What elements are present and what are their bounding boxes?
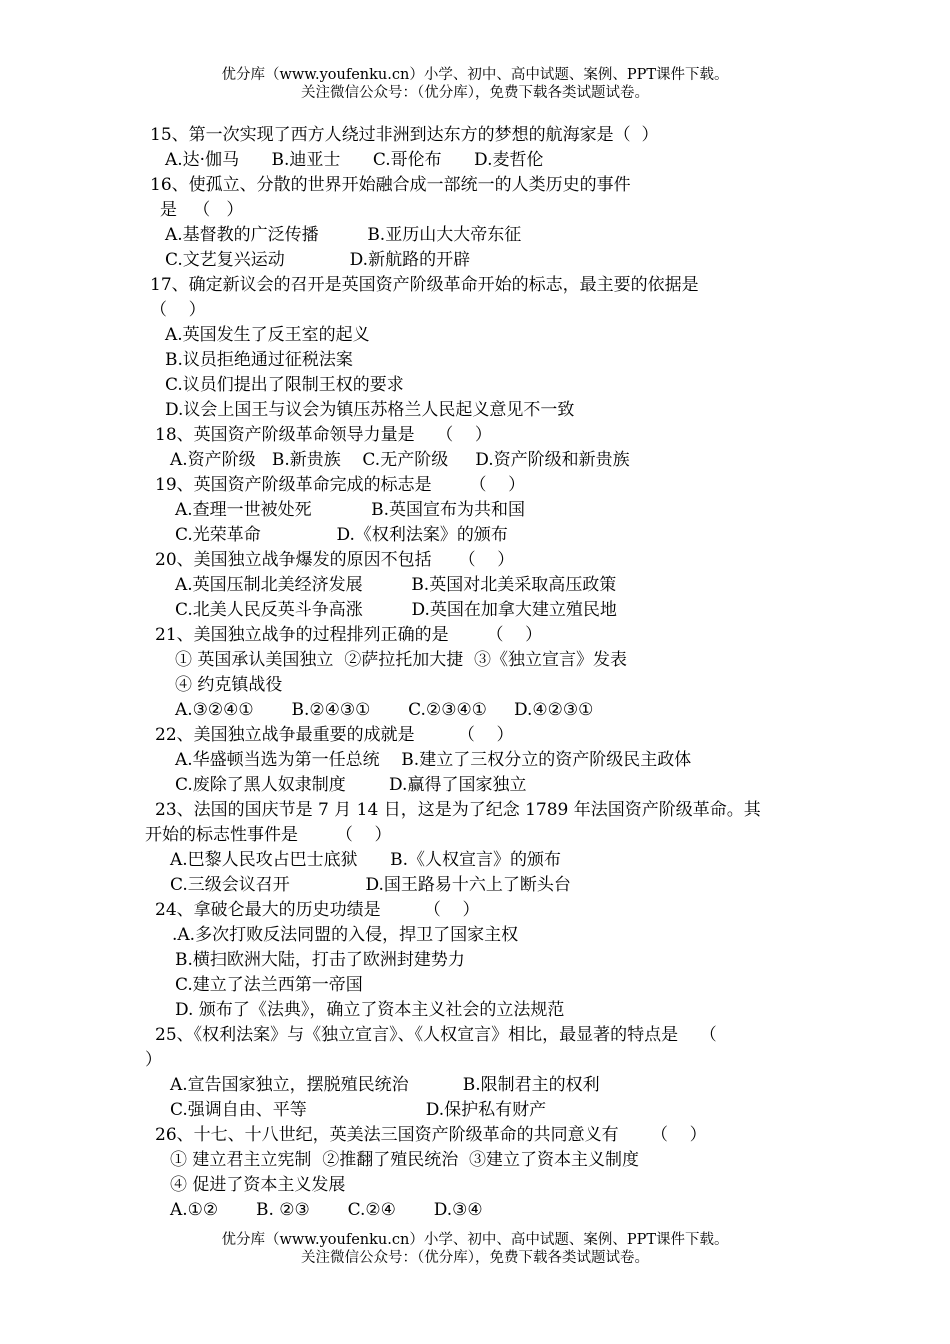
question-26-items: ① 建立君主立宪制 ②推翻了殖民统治 ③建立了资本主义制度 <box>170 1150 640 1170</box>
question-23-options: A.巴黎人民攻占巴士底狱 B.《人权宣言》的颁布 <box>170 850 561 870</box>
question-17-option-c: C.议员们提出了限制王权的要求 <box>165 375 404 395</box>
question-15-stem: 15、第一次实现了西方人绕过非洲到达东方的梦想的航海家是（ ） <box>150 125 659 145</box>
question-21-items: ④ 约克镇战役 <box>175 675 283 695</box>
question-19-options: A.查理一世被处死 B.英国宣布为共和国 <box>175 500 526 520</box>
question-17-option-b: B.议员拒绝通过征税法案 <box>165 350 353 370</box>
question-16-stem-cont: 是 （ ） <box>160 200 244 220</box>
question-25-stem: 25、《权利法案》与《独立宣言》、《人权宣言》相比，最显著的特点是 （ <box>155 1025 717 1045</box>
question-21-options: A.③②④① B.②④③① C.②③④① D.④②③① <box>175 700 594 720</box>
question-15-options: A.达·伽马 B.迪亚士 C.哥伦布 D.麦哲伦 <box>165 150 544 170</box>
question-24-option-d: D. 颁布了《法典》，确立了资本主义社会的立法规范 <box>175 1000 565 1020</box>
question-23-options: C.三级会议召开 D.国王路易十六上了断头台 <box>170 875 571 895</box>
question-25-options: C.强调自由、平等 D.保护私有财产 <box>170 1100 547 1120</box>
footer-line-2: 关注微信公众号：（优分库），免费下载各类试题试卷。 <box>301 1250 649 1266</box>
question-24-option-b: B.横扫欧洲大陆，打击了欧洲封建势力 <box>175 950 465 970</box>
question-24-option-a: .A.多次打败反法同盟的入侵，捍卫了国家主权 <box>172 925 519 945</box>
question-17-option-a: A.英国发生了反王室的起义 <box>165 325 370 345</box>
question-22-options: C.废除了黑人奴隶制度 D.赢得了国家独立 <box>175 775 527 795</box>
question-17-stem: 17、确定新议会的召开是英国资产阶级革命开始的标志，最主要的依据是 <box>150 275 699 295</box>
footer-line-1: 优分库（www.youfenku.cn）小学、初中、高中试题、案例、PPT课件下载。 <box>221 1232 729 1248</box>
question-17-stem-cont: （ ） <box>150 300 206 320</box>
question-18-stem: 18、英国资产阶级革命领导力量是 （ ） <box>155 425 492 445</box>
question-20-options: C.北美人民反英斗争高涨 D.英国在加拿大建立殖民地 <box>175 600 617 620</box>
question-24-option-c: C.建立了法兰西第一帝国 <box>175 975 363 995</box>
question-22-options: A.华盛顿当选为第一任总统 B.建立了三权分立的资产阶级民主政体 <box>175 750 692 770</box>
question-25-stem-cont: ） <box>145 1050 162 1070</box>
question-19-options: C.光荣革命 D.《权利法案》的颁布 <box>175 525 508 545</box>
question-26-stem: 26、十七、十八世纪，英美法三国资产阶级革命的共同意义有 （ ） <box>155 1125 707 1145</box>
question-16-stem: 16、使孤立、分散的世界开始融合成一部统一的人类历史的事件 <box>150 175 631 195</box>
page-footer <box>0 1231 950 1267</box>
question-17-option-d: D.议会上国王与议会为镇压苏格兰人民起义意见不一致 <box>165 400 575 420</box>
question-21-stem: 21、美国独立战争的过程排列正确的是 （ ） <box>155 625 543 645</box>
question-18-options: A.资产阶级 B.新贵族 C.无产阶级 D.资产阶级和新贵族 <box>170 450 630 470</box>
question-24-stem: 24、拿破仑最大的历史功绩是 （ ） <box>155 900 480 920</box>
question-23-stem-cont: 开始的标志性事件是 （ ） <box>145 825 392 845</box>
question-26-options: A.①② B. ②③ C.②④ D.③④ <box>170 1200 483 1220</box>
question-20-options: A.英国压制北美经济发展 B.英国对北美采取高压政策 <box>175 575 617 595</box>
question-21-items: ① 英国承认美国独立 ②萨拉托加大捷 ③《独立宣言》发表 <box>175 650 628 670</box>
question-16-options: A.基督教的广泛传播 B.亚历山大大帝东征 <box>165 225 522 245</box>
question-26-items: ④ 促进了资本主义发展 <box>170 1175 346 1195</box>
question-22-stem: 22、美国独立战争最重要的成就是 （ ） <box>155 725 514 745</box>
question-19-stem: 19、英国资产阶级革命完成的标志是 （ ） <box>155 475 526 495</box>
header-line-1: 优分库（www.youfenku.cn）小学、初中、高中试题、案例、PPT课件下载。 <box>221 67 729 83</box>
header-line-2: 关注微信公众号：（优分库），免费下载各类试题试卷。 <box>301 85 649 101</box>
question-25-options: A.宣告国家独立，摆脱殖民统治 B.限制君主的权利 <box>170 1075 600 1095</box>
question-23-stem: 23、法国的国庆节是 7 月 14 日，这是为了纪念 1789 年法国资产阶级革命。其 <box>155 800 761 820</box>
question-16-options: C.文艺复兴运动 D.新航路的开辟 <box>165 250 471 270</box>
question-20-stem: 20、美国独立战争爆发的原因不包括 （ ） <box>155 550 515 570</box>
